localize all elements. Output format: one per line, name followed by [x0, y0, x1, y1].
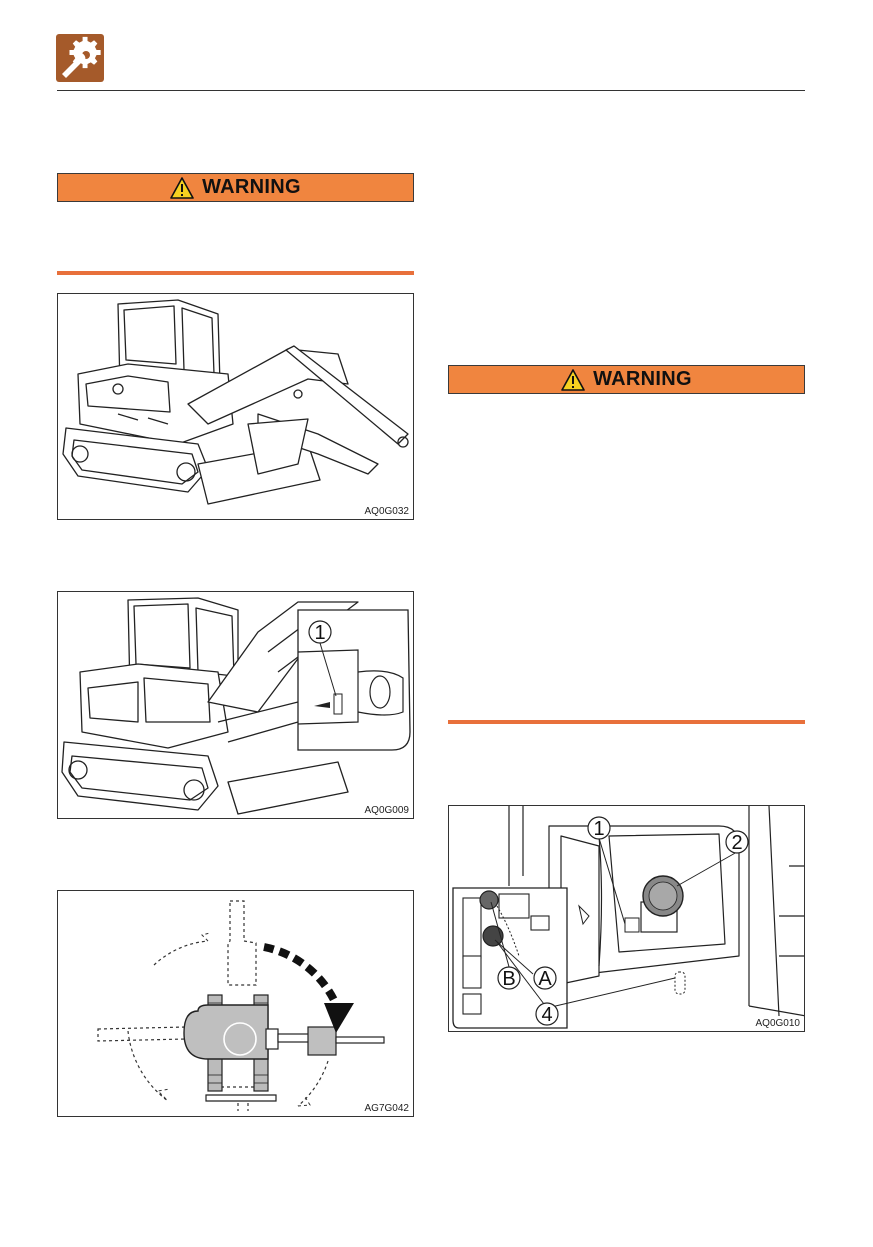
figure-swing-diagram	[57, 890, 414, 1117]
callout-4: 4	[541, 1004, 553, 1026]
callout-1: 1	[314, 622, 326, 644]
figure-code: AG7G042	[364, 1103, 409, 1114]
warning-label-2: WARNING	[593, 368, 692, 390]
callout-2: 2	[731, 832, 743, 854]
figure-code: AQ0G009	[364, 805, 409, 816]
warning-banner-2	[448, 365, 805, 394]
swing-diagram-illustration	[58, 891, 414, 1117]
warning-triangle-icon	[561, 369, 585, 391]
figure-excavator-rear	[57, 591, 414, 819]
warning-triangle-icon	[170, 177, 194, 199]
figure-excavator-overview	[57, 293, 414, 520]
section-divider-left	[57, 271, 414, 275]
figure-code: AQ0G010	[755, 1018, 800, 1029]
fuel-filler-illustration	[449, 806, 805, 1032]
warning-label-1: WARNING	[202, 176, 301, 198]
excavator-rear-illustration	[58, 592, 414, 819]
figure-code: AQ0G032	[364, 506, 409, 517]
header-divider	[57, 90, 805, 91]
callout-B: B	[502, 968, 516, 990]
excavator-overview-illustration	[58, 294, 414, 520]
section-divider-right	[448, 720, 805, 724]
warning-banner-1	[57, 173, 414, 202]
callout-1: 1	[593, 818, 605, 840]
figure-fuel-filler	[448, 805, 805, 1032]
wrench-gear-icon	[56, 34, 104, 82]
callout-A: A	[538, 968, 552, 990]
